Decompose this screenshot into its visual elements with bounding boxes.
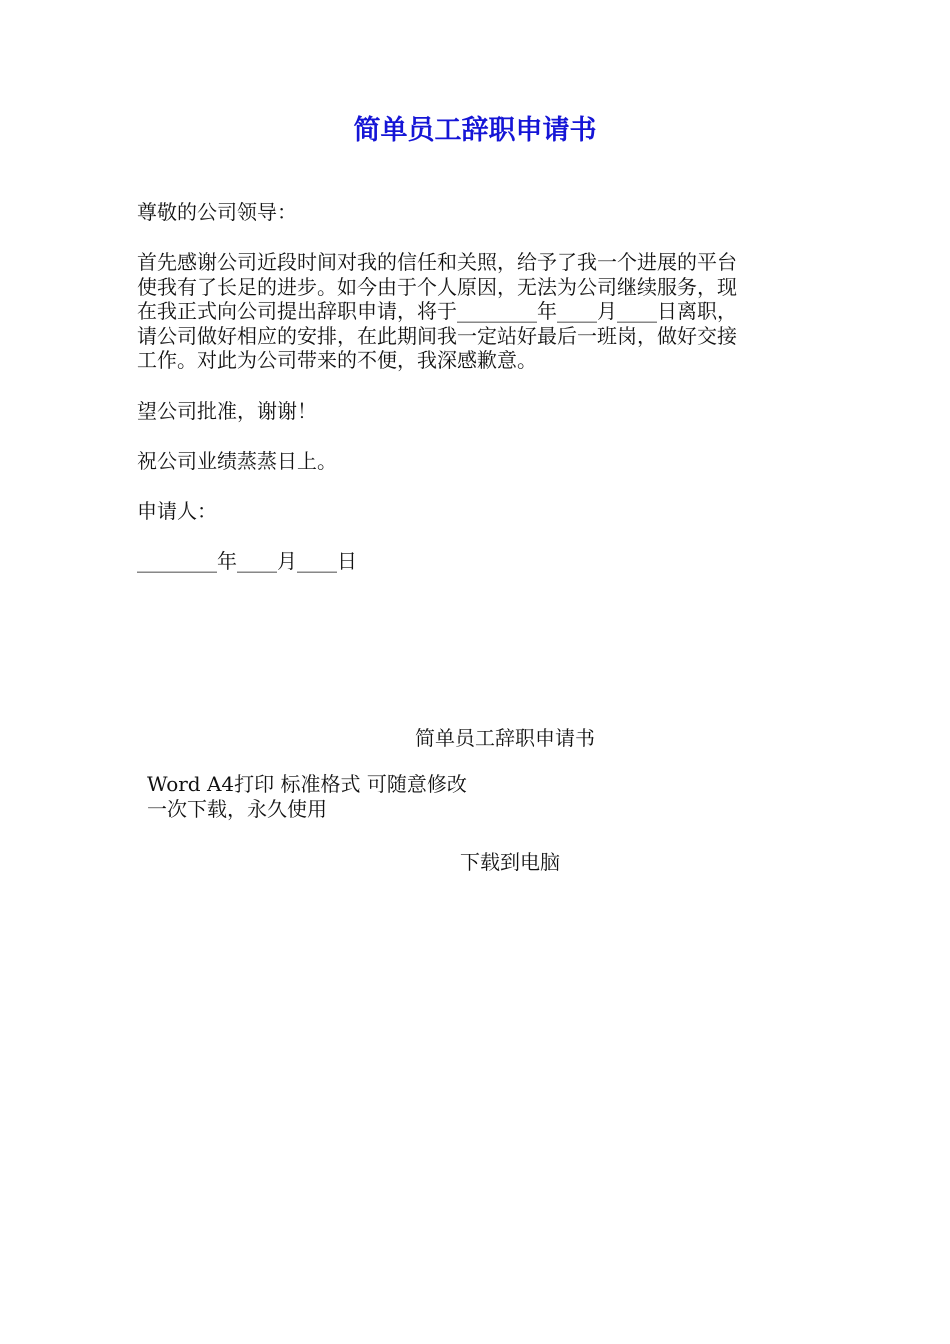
feature-line-format: Word A4打印 标准格式 可随意修改 xyxy=(147,772,467,796)
date-line: ________年____月____日 xyxy=(137,549,357,573)
body-paragraph xyxy=(137,250,817,373)
wishes-line: 祝公司业绩蒸蒸日上。 xyxy=(137,449,337,473)
footer-title: 简单员工辞职申请书 xyxy=(415,726,595,750)
salutation: 尊敬的公司领导： xyxy=(137,200,297,224)
body-line: 在我正式向公司提出辞职申请，将于________年____月____日离职， xyxy=(137,299,737,323)
body-line: 使我有了长足的进步。如今由于个人原因，无法为公司继续服务，现 xyxy=(137,274,737,299)
feature-line-usage: 一次下载，永久使用 xyxy=(147,797,327,821)
body-line: 首先感谢公司近段时间对我的信任和关照，给予了我一个进展的平台 xyxy=(137,250,737,274)
document-title: 简单员工辞职申请书 xyxy=(353,115,597,146)
applicant-label: 申请人： xyxy=(137,499,217,523)
body-line: 请公司做好相应的安排，在此期间我一定站好最后一班岗，做好交接 xyxy=(137,323,737,348)
body-line: 工作。对此为公司带来的不便，我深感歉意。 xyxy=(137,348,537,372)
download-to-computer-link[interactable]: 下载到电脑 xyxy=(460,850,560,874)
request-line: 望公司批准，谢谢！ xyxy=(137,399,317,423)
